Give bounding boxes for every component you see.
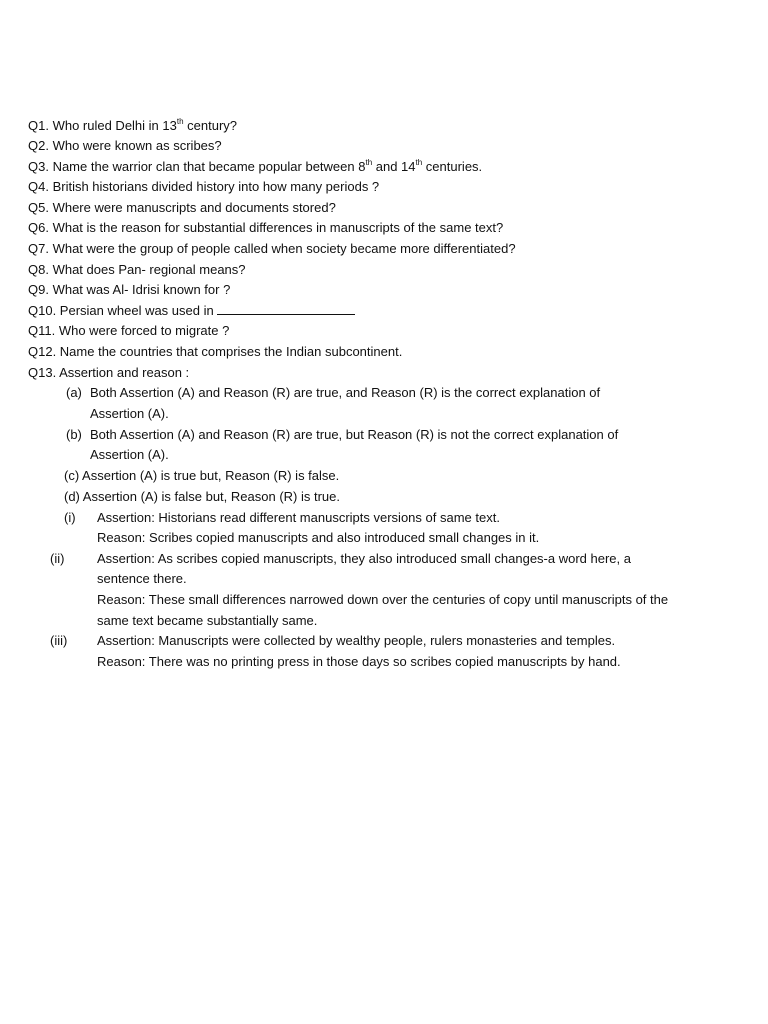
question-4: Q4. British historians divided history into how many periods ? [28, 179, 380, 194]
item-iii-reason: Reason: There was no printing press in those days so scribes copied manuscripts by hand. [97, 654, 621, 669]
option-b-label: (b) [66, 427, 82, 442]
question-3-superscript-1: th [365, 158, 373, 167]
question-3 [28, 159, 482, 175]
item-ii-assertion-cont: sentence there. [97, 571, 187, 586]
option-c: (c) Assertion (A) is true but, Reason (R) is false. [64, 468, 340, 483]
option-a-label: (a) [66, 385, 82, 400]
item-ii-assertion: Assertion: As scribes copied manuscripts, they also introduced small changes-a word here, a [97, 551, 631, 566]
option-a-text: Both Assertion (A) and Reason (R) are true, and Reason (R) is the correct explanation of [90, 385, 601, 400]
question-5: Q5. Where were manuscripts and documents stored? [28, 200, 336, 215]
question-7: Q7. What were the group of people called when society became more differentiated? [28, 241, 516, 256]
question-3-superscript-2: th [415, 158, 423, 167]
fill-in-blank [217, 303, 355, 315]
item-i-assertion: Assertion: Historians read different manuscripts versions of same text. [97, 510, 500, 525]
question-12: Q12. Name the countries that comprises the Indian subcontinent. [28, 344, 403, 359]
item-iii-assertion: Assertion: Manuscripts were collected by wealthy people, rulers monasteries and temples. [97, 633, 616, 648]
option-d: (d) Assertion (A) is false but, Reason (R) is true. [64, 489, 340, 504]
item-ii-reason-cont: same text became substantially same. [97, 613, 318, 628]
item-i-label: (i) [64, 510, 76, 525]
item-iii-label: (iii) [50, 633, 68, 648]
question-3-text: Q3. Name the warrior clan that became popular between 8 [28, 159, 366, 174]
option-b-text: Both Assertion (A) and Reason (R) are true, but Reason (R) is not the correct explanation of [90, 427, 619, 442]
question-3-text-mid: and 14 [372, 159, 416, 174]
item-ii-reason: Reason: These small differences narrowed down over the centuries of copy until manuscripts of the [97, 592, 669, 607]
question-11: Q11. Who were forced to migrate ? [28, 323, 230, 338]
question-1-superscript: th [176, 117, 184, 126]
question-1-text: Q1. Who ruled Delhi in 13 [28, 118, 177, 133]
question-9: Q9. What was Al- Idrisi known for ? [28, 282, 231, 297]
option-a-text-cont: Assertion (A). [90, 406, 169, 421]
question-1-text-end: century? [183, 118, 238, 133]
question-8: Q8. What does Pan- regional means? [28, 262, 246, 277]
question-2: Q2. Who were known as scribes? [28, 138, 222, 153]
question-13: Q13. Assertion and reason : [28, 365, 190, 380]
item-i-reason: Reason: Scribes copied manuscripts and also introduced small changes in it. [97, 530, 540, 545]
question-10-text: Q10. Persian wheel was used in [28, 303, 218, 318]
question-3-text-end: centuries. [422, 159, 483, 174]
option-b-text-cont: Assertion (A). [90, 447, 169, 462]
question-6: Q6. What is the reason for substantial differences in manuscripts of the same text? [28, 220, 504, 235]
question-1 [28, 118, 237, 134]
question-10 [28, 303, 355, 319]
item-ii-label: (ii) [50, 551, 65, 566]
